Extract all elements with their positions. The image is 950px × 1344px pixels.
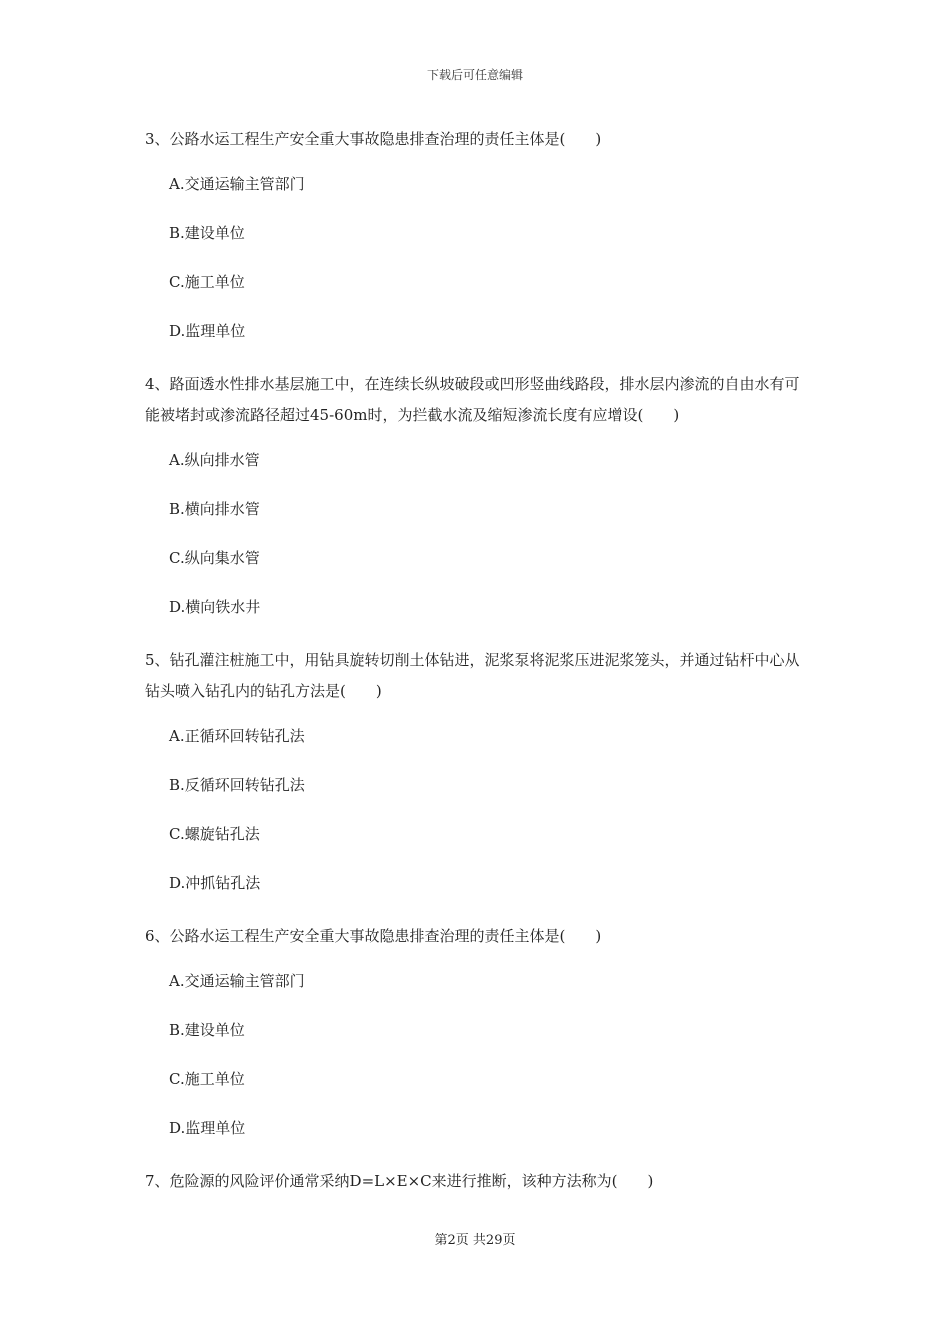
option-d: D.横向铁水井 bbox=[169, 598, 261, 616]
question-4 bbox=[145, 369, 810, 618]
page-header: 下载后可任意编辑 bbox=[426, 68, 523, 82]
option-c: C.施工单位 bbox=[169, 1070, 245, 1088]
question-6 bbox=[145, 921, 810, 1139]
option-b: B.反循环回转钻孔法 bbox=[169, 776, 305, 794]
option-a: A.纵向排水管 bbox=[169, 451, 260, 469]
question-text: 6、公路水运工程生产安全重大事故隐患排查治理的责任主体是( ) bbox=[145, 927, 602, 945]
option-b: B.横向排水管 bbox=[169, 500, 260, 518]
option-a: A.交通运输主管部门 bbox=[169, 972, 305, 990]
question-text: 3、公路水运工程生产安全重大事故隐患排查治理的责任主体是( ) bbox=[145, 130, 602, 148]
question-3 bbox=[145, 124, 810, 342]
option-d: D.监理单位 bbox=[169, 322, 246, 340]
page-footer: 第2页 共29页 bbox=[434, 1233, 516, 1248]
option-b: B.建设单位 bbox=[169, 224, 245, 242]
option-c: C.纵向集水管 bbox=[169, 549, 260, 567]
question-text: 4、路面透水性排水基层施工中，在连续长纵坡破段或凹形竖曲线路段，排水层内渗流的自由水有可能被堵封或渗流路径超过45-60m时，为拦截水流及缩短渗流长度有应增设( ) bbox=[145, 375, 800, 424]
option-d: D.监理单位 bbox=[169, 1119, 246, 1137]
option-b: B.建设单位 bbox=[169, 1021, 245, 1039]
option-d: D.冲抓钻孔法 bbox=[169, 874, 261, 892]
option-c: C.螺旋钻孔法 bbox=[169, 825, 260, 843]
option-a: A.正循环回转钻孔法 bbox=[169, 727, 305, 745]
question-text: 7、危险源的风险评价通常采纳D=L×E×C来进行推断，该种方法称为( ) bbox=[145, 1172, 654, 1190]
question-7 bbox=[145, 1166, 810, 1197]
option-a: A.交通运输主管部门 bbox=[169, 175, 305, 193]
question-text: 5、钻孔灌注桩施工中，用钻具旋转切削土体钻进，泥浆泵将泥浆压进泥浆笼头，并通过钻杆中心从钻头喷入钻孔内的钻孔方法是( ) bbox=[145, 651, 800, 700]
question-list bbox=[145, 124, 810, 1215]
question-5 bbox=[145, 645, 810, 894]
option-c: C.施工单位 bbox=[169, 273, 245, 291]
